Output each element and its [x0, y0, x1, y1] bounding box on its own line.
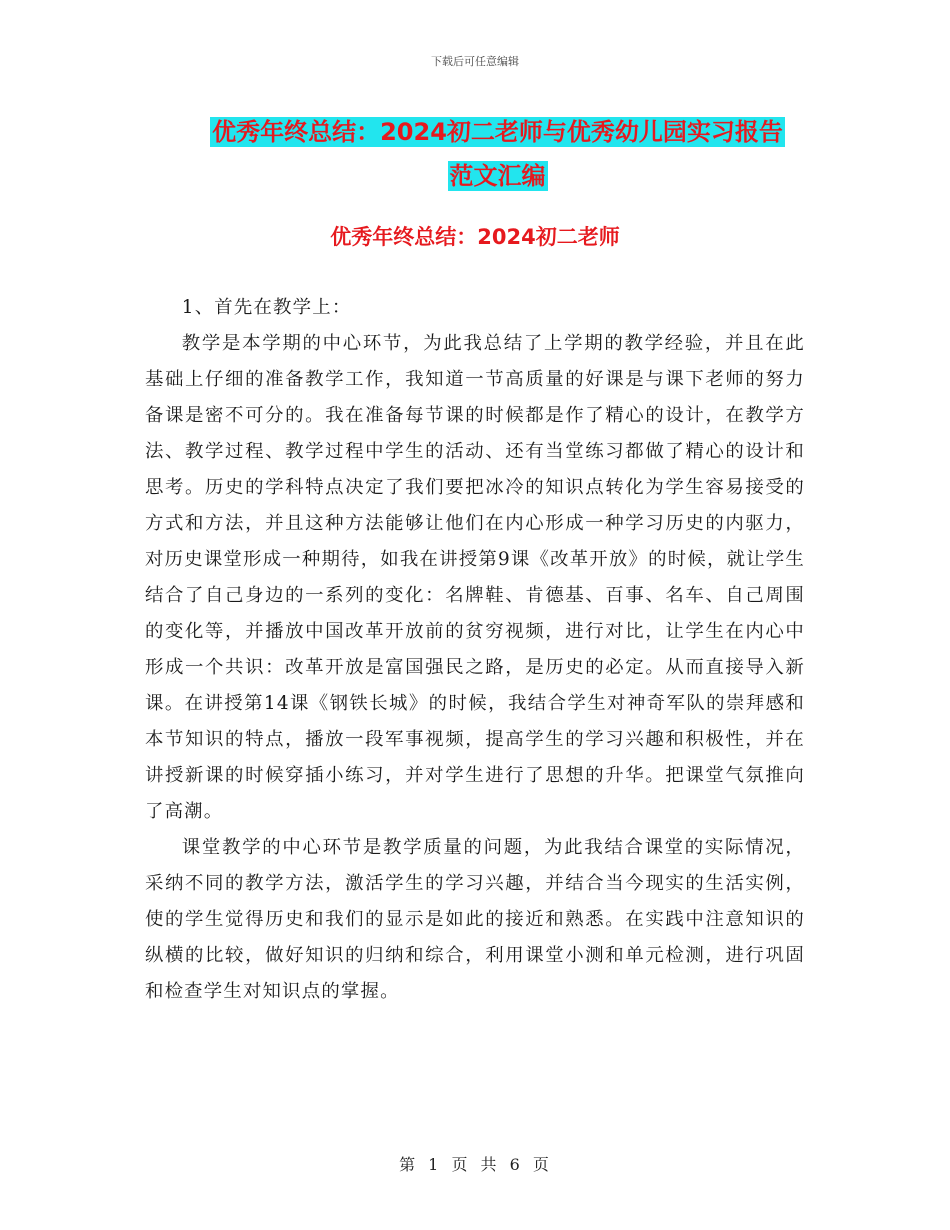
document-title-line2: 范文汇编: [449, 162, 546, 190]
subheading: 1、首先在教学上：: [181, 297, 352, 318]
paragraph-2: 课堂教学的中心环节是教学质量的问题，为此我结合课堂的实际情况，采纳不同的教学方法，激活学生的学习兴趣，并结合当今现实的生活实例，使的学生觉得历史和我们的显示是如此的接近和熟悉。在实践中注意知识的纵横的比较，做好知识的归纳和综合，利用课堂小测和单元检测，进行巩固和检查学生对知识点的掌握。: [145, 837, 805, 1002]
paragraph-1: 教学是本学期的中心环节，为此我总结了上学期的教学经验，并且在此基础上仔细的准备教学工作，我知道一节高质量的好课是与课下老师的努力备课是密不可分的。我在准备每节课的时候都是作了精心的设计，在教学方法、教学过程、教学过程中学生的活动、还有当堂练习都做了精心的设计和思考。历史的学科特点决定了我们要把冰冷的知识点转化为学生容易接受的方式和方法，并且这种方法能够让他们在内心形成一种学习历史的内驱力，对历史课堂形成一种期待，如我在讲授第9课《改革开放》的时候，就让学生结合了自己身边的一系列的变化：名牌鞋、肯德基、百事、名车、自己周围的变化等，并播放中国改革开放前的贫穷视频，进行对比，让学生在内心中形成一个共识：改革开放是富国强民之路，是历史的必定。从而直接导入新课。在讲授第14课《钢铁长城》的时候，我结合学生对神奇军队的崇拜感和本节知识的特点，播放一段军事视频，提高学生的学习兴趣和积极性，并在讲授新课的时候穿插小练习，并对学生进行了思想的升华。把课堂气氛推向了高潮。: [145, 333, 805, 822]
page-number: 第 1 页 共 6 页: [399, 1155, 551, 1174]
document-body: [145, 290, 805, 1010]
header-note: 下载后可任意编辑: [431, 55, 519, 68]
section-title: 优秀年终总结：2024初二老师: [330, 225, 620, 249]
document-title: [145, 110, 850, 198]
document-title-line1: 优秀年终总结：2024初二老师与优秀幼儿园实习报告: [212, 118, 783, 146]
